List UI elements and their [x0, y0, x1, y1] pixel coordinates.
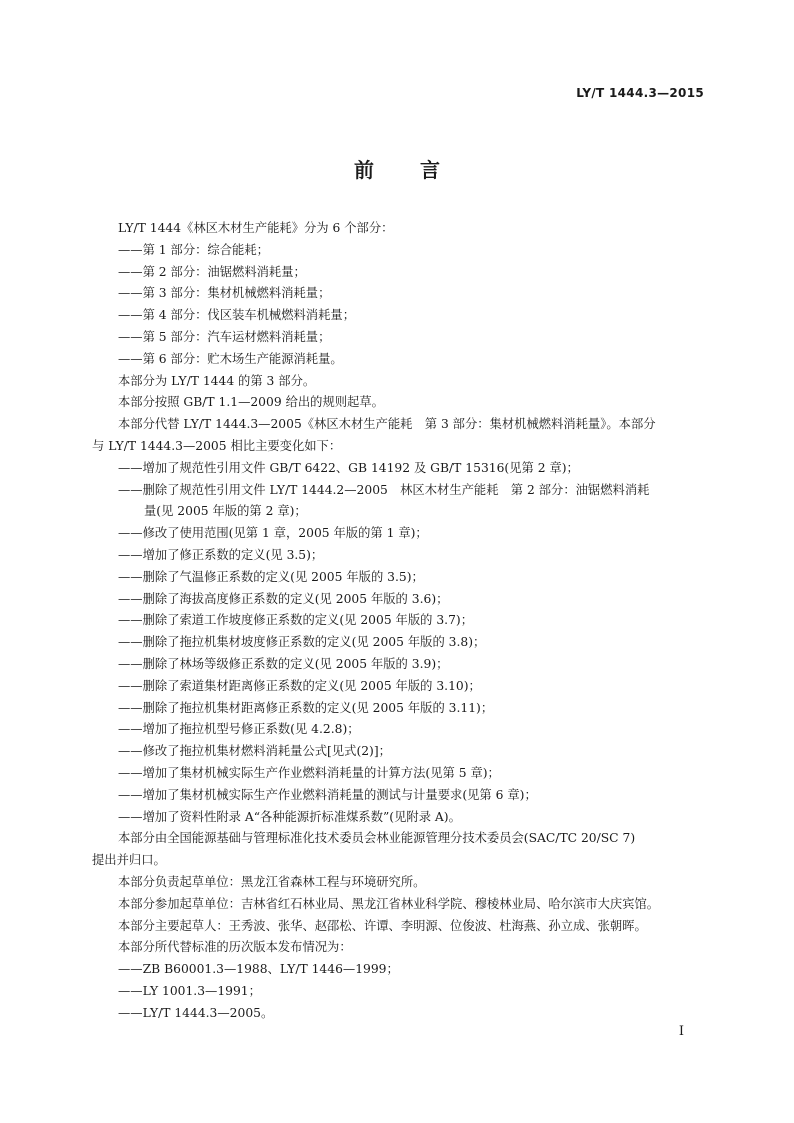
part-item-2: ——第 2 部分：油锯燃料消耗量； — [118, 264, 306, 279]
page-title — [0, 154, 794, 183]
change-item-13: ——修改了拖拉机集材燃料消耗量公式[见式(2)]； — [118, 744, 391, 759]
change-item-7: ——删除了索道工作坡度修正系数的定义(见 2005 年版的 3.7)； — [118, 613, 474, 628]
lead-drafter-paragraph: 本部分负责起草单位：黑龙江省森林工程与环境研究所。 — [118, 874, 426, 889]
title-char-1: 前 — [354, 158, 374, 182]
change-item-10: ——删除了索道集材距离修正系数的定义(见 2005 年版的 3.10)； — [118, 678, 481, 693]
foreword-body — [92, 218, 708, 1024]
change-item-9: ——删除了林场等级修正系数的定义(见 2005 年版的 3.9)； — [118, 656, 449, 671]
history-item-2: ——LY 1001.3—1991； — [118, 983, 261, 998]
part-item-1: ——第 1 部分：综合能耗； — [118, 242, 269, 257]
intro-paragraph: LY/T 1444《林区木材生产能耗》分为 6 个部分： — [118, 221, 394, 235]
part-item-6: ——第 6 部分：贮木场生产能源消耗量。 — [118, 351, 343, 366]
change-item-6: ——删除了海拔高度修正系数的定义(见 2005 年版的 3.6)； — [118, 591, 449, 606]
replaces-paragraph-line-2: 与 LY/T 1444.3—2005 相比主要变化如下： — [92, 438, 342, 453]
change-item-12: ——增加了拖拉机型号修正系数(见 4.2.8)； — [118, 722, 360, 737]
page-number: I — [678, 1024, 684, 1039]
drafters-paragraph: 本部分主要起草人：王秀波、张华、赵邵松、许谭、李明源、位俊波、杜海燕、孙立成、张朝晖。 — [118, 918, 647, 933]
proposed-paragraph-line-1: 本部分由全国能源基础与管理标准化技术委员会林业能源管理分技术委员会(SAC/TC 20/SC 7) — [118, 831, 636, 846]
proposed-paragraph-line-2: 提出并归口。 — [92, 853, 166, 868]
this-part-paragraph: 本部分为 LY/T 1444 的第 3 部分。 — [118, 373, 316, 388]
change-item-11: ——删除了拖拉机集材距离修正系数的定义(见 2005 年版的 3.11)； — [118, 700, 494, 715]
history-item-3: ——LY/T 1444.3—2005。 — [118, 1005, 274, 1020]
title-char-2: 言 — [420, 158, 440, 182]
change-item-8: ——删除了拖拉机集材坡度修正系数的定义(见 2005 年版的 3.8)； — [118, 635, 486, 650]
change-item-1: ——增加了规范性引用文件 GB/T 6422、GB 14192 及 GB/T 15316(见第 2 章)； — [118, 460, 579, 475]
replaces-paragraph-line-1: 本部分代替 LY/T 1444.3—2005《林区木材生产能耗 第 3 部分：集材机械燃料消耗量》。本部分 — [118, 417, 656, 432]
history-item-1: ——ZB B60001.3—1988、LY/T 1446—1999； — [118, 962, 399, 977]
change-item-5: ——删除了气温修正系数的定义(见 2005 年版的 3.5)； — [118, 569, 424, 584]
change-item-16: ——增加了资料性附录 A“各种能源折标准煤系数”(见附录 A)。 — [118, 809, 461, 824]
change-item-3: ——修改了使用范围(见第 1 章，2005 年版的第 1 章)； — [118, 526, 428, 541]
participating-units-paragraph: 本部分参加起草单位：吉林省红石林业局、黑龙江省林业科学院、穆棱林业局、哈尔滨市大庆宾馆。 — [118, 896, 660, 911]
change-item-4: ——增加了修正系数的定义(见 3.5)； — [118, 547, 324, 562]
change-item-2-continued: 量(见 2005 年版的第 2 章)； — [144, 504, 307, 519]
change-item-14: ——增加了集材机械实际生产作业燃料消耗量的计算方法(见第 5 章)； — [118, 765, 500, 780]
part-item-3: ——第 3 部分：集材机械燃料消耗量； — [118, 286, 331, 301]
part-item-5: ——第 5 部分：汽车运材燃料消耗量； — [118, 329, 331, 344]
standard-code-header: LY/T 1444.3—2015 — [576, 86, 704, 100]
change-item-15: ——增加了集材机械实际生产作业燃料消耗量的测试与计量要求(见第 6 章)； — [118, 787, 537, 802]
part-item-4: ——第 4 部分：伐区装车机械燃料消耗量； — [118, 308, 355, 323]
change-item-2: ——删除了规范性引用文件 LY/T 1444.2—2005 林区木材生产能耗 第 2 部分：油锯燃料消耗 — [118, 482, 650, 497]
drafting-rules-paragraph: 本部分按照 GB/T 1.1—2009 给出的规则起草。 — [118, 395, 384, 410]
history-intro-paragraph: 本部分所代替标准的历次版本发布情况为： — [118, 940, 352, 955]
